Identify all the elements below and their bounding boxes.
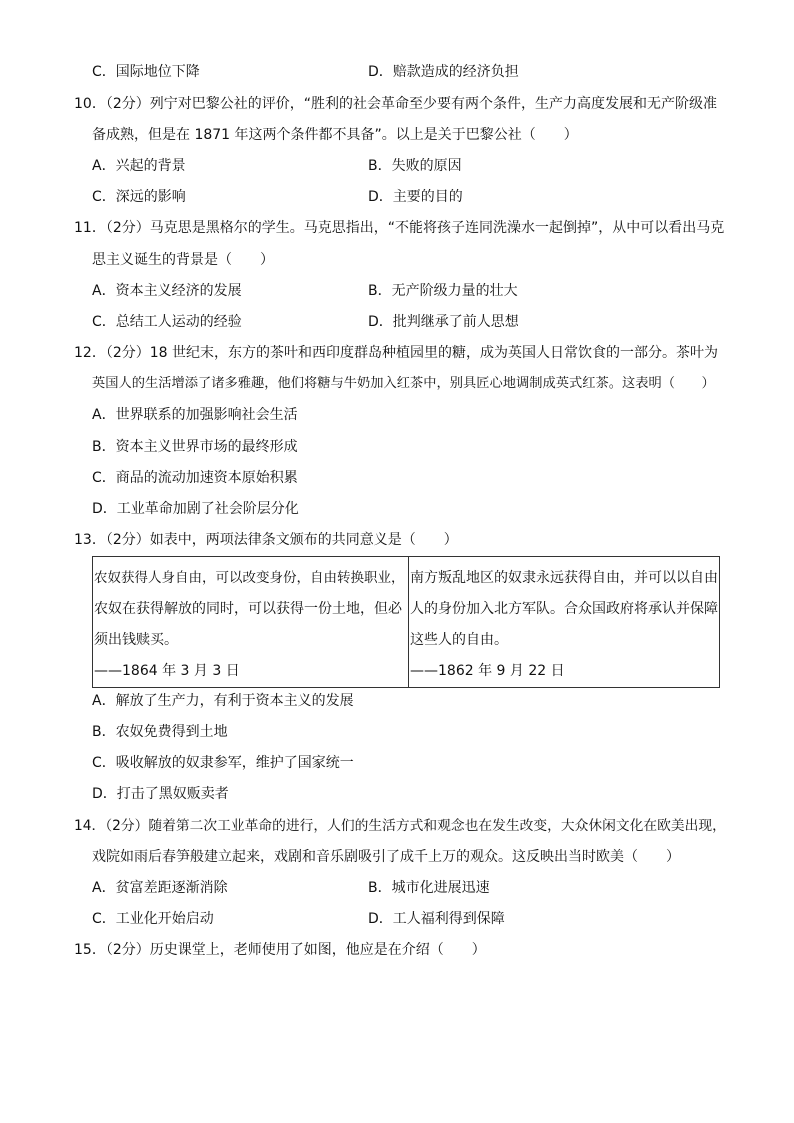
q12-stem-line2: 英国人的生活增添了诸多雅趣，他们将糖与牛奶加入红茶中，别具匠心地调制成英式红茶。这表明（ ） (92, 376, 715, 391)
q13-right-line-2: 人的身份加入北方军队。合众国政府将承认并保障 (410, 601, 718, 617)
q14-stem-line2: 戏院如雨后春笋般建立起来，戏剧和音乐剧吸引了成千上万的观众。这反映出当时欧美（ ） (92, 849, 680, 865)
q14-option-b: B．城市化进展迅速 (368, 880, 490, 896)
q10-option-b: B．失败的原因 (368, 158, 462, 174)
q13-option-a: A．解放了生产力，有利于资本主义的发展 (92, 693, 354, 709)
q14-option-a: A．贫富差距逐渐消除 (92, 880, 228, 896)
q12-option-d: D．工业革命加剧了社会阶层分化 (92, 501, 299, 517)
q13-stem: 13．（2分）如表中，两项法律条文颁布的共同意义是（ ） (74, 532, 458, 548)
q10-stem-line1: 10．（2分）列宁对巴黎公社的评价，“胜利的社会革命至少要有两个条件，生产力高度发展和无产阶级准 (74, 96, 717, 112)
q12-stem-line1: 12．（2分）18 世纪末，东方的茶叶和西印度群岛种植园里的糖，成为英国人日常饮食的一部分。茶叶为 (74, 345, 718, 361)
q11-option-b: B．无产阶级力量的壮大 (368, 283, 518, 299)
q13-right-line-3: 这些人的自由。 (410, 632, 508, 648)
q10-option-a: A．兴起的背景 (92, 158, 186, 174)
q11-option-d: D．批判继承了前人思想 (368, 314, 519, 330)
q10-option-c: C．深远的影响 (92, 189, 186, 205)
q14-option-c: C．工业化开始启动 (92, 911, 214, 927)
q11-stem-line2: 思主义诞生的背景是（ ） (92, 252, 274, 268)
q14-stem-line1: 14．（2分）随着第二次工业革命的进行，人们的生活方式和观念也在发生改变，大众休闲文化在欧美出现， (74, 818, 726, 834)
q13-table-left-cell (93, 557, 409, 688)
q13-left-line-1: 农奴获得人身自由，可以改变身份，自由转换职业， (94, 570, 405, 586)
q13-left-date: ——1864 年 3 月 3 日 (94, 663, 240, 679)
q9-option-d: D．赔款造成的经济负担 (368, 64, 519, 80)
q13-left-line-2: 农奴在获得解放的同时，可以获得一份土地，但必 (94, 601, 402, 617)
q13-table-right-cell (409, 557, 720, 688)
q11-option-c: C．总结工人运动的经验 (92, 314, 242, 330)
q12-option-a: A．世界联系的加强影响社会生活 (92, 407, 298, 423)
q11-stem-line1: 11．（2分）马克思是黑格尔的学生。马克思指出，“不能将孩子连同洗澡水一起倒掉”，从中可以看出马克 (74, 220, 725, 236)
q11-option-a: A．资本主义经济的发展 (92, 283, 242, 299)
q15-stem: 15．（2分）历史课堂上，老师使用了如图，他应是在介绍（ ） (74, 942, 486, 958)
q13-option-c: C．吸收解放的奴隶参军，维护了国家统一 (92, 755, 354, 771)
q13-source-table (92, 556, 720, 688)
q10-stem-line2: 备成熟，但是在 1871 年这两个条件都不具备”。以上是关于巴黎公社（ ） (92, 127, 578, 143)
q12-option-b: B．资本主义世界市场的最终形成 (92, 439, 298, 455)
q10-option-d: D．主要的目的 (368, 189, 463, 205)
q13-right-date: ——1862 年 9 月 22 日 (410, 663, 565, 679)
q14-option-d: D．工人福利得到保障 (368, 911, 505, 927)
q12-option-c: C．商品的流动加速资本原始积累 (92, 470, 298, 486)
q13-option-b: B．农奴免费得到土地 (92, 724, 228, 740)
q13-option-d: D．打击了黑奴贩卖者 (92, 786, 229, 802)
q13-right-line-1: 南方叛乱地区的奴隶永远获得自由，并可以以自由 (410, 570, 718, 586)
q9-option-c: C．国际地位下降 (92, 64, 200, 80)
q13-left-line-3: 须出钱赎买。 (94, 632, 178, 648)
